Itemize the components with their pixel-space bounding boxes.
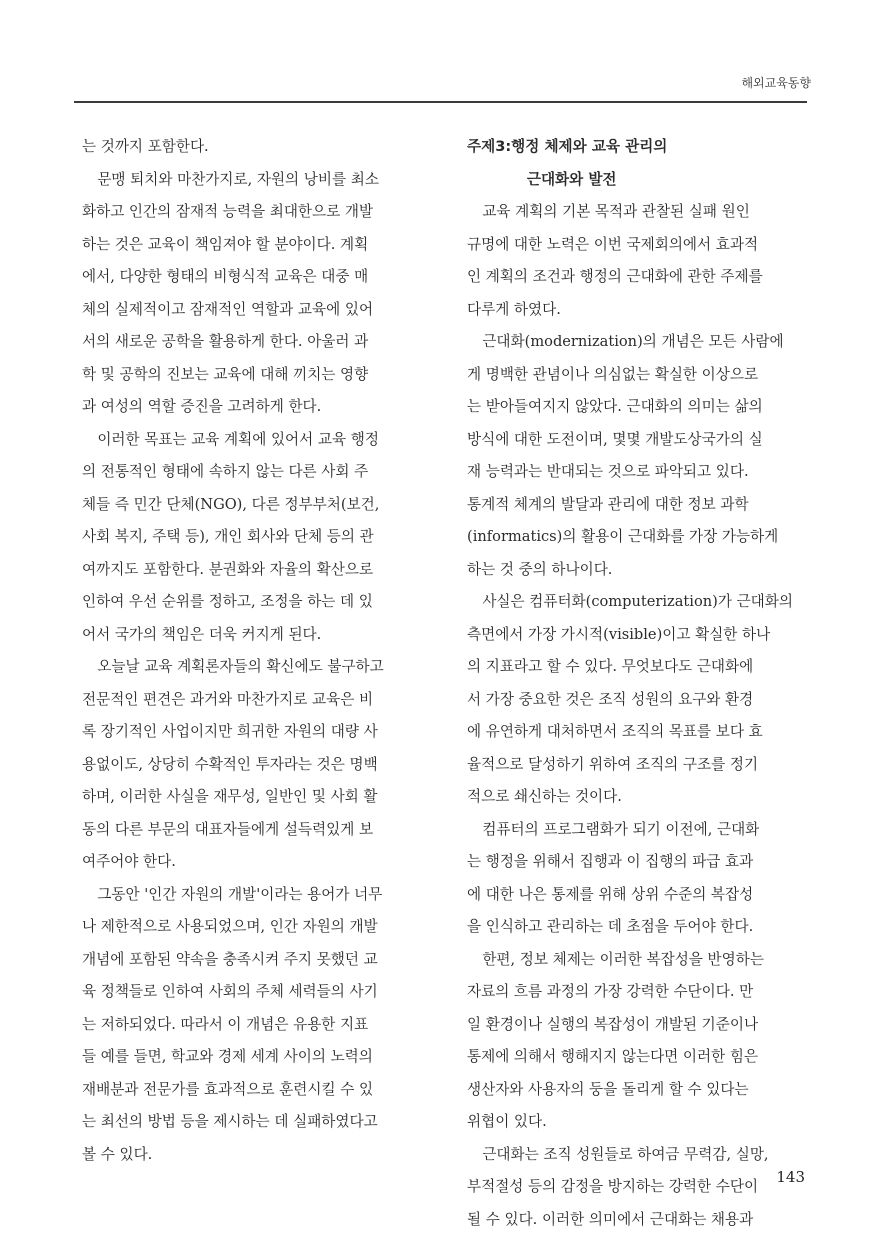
text-line: 에 유연하게 대처하면서 조직의 목표를 보다 효 xyxy=(467,716,813,749)
text-line: 체의 실제적이고 잠재적인 역할과 교육에 있어 xyxy=(82,294,428,327)
text-line: 나 제한적으로 사용되었으며, 인간 자원의 개발 xyxy=(82,911,428,944)
text-line: 하며, 이러한 사실을 재무성, 일반인 및 사회 활 xyxy=(82,781,428,814)
text-line: 사실은 컴퓨터화(computerization)가 근대화의 xyxy=(467,586,813,619)
header-section-title: 해외교육동향 xyxy=(741,74,811,91)
text-line: 에서, 다양한 형태의 비형식적 교육은 대중 매 xyxy=(82,261,428,294)
text-line: 에 대한 나은 통제를 위해 상위 수준의 복잡성 xyxy=(467,879,813,912)
text-line: 화하고 인간의 잠재적 능력을 최대한으로 개발 xyxy=(82,196,428,229)
text-line: 통제에 의해서 행해지지 않는다면 이러한 힘은 xyxy=(467,1041,813,1074)
text-line: 근대화는 조직 성원들로 하여금 무력감, 실망, xyxy=(467,1139,813,1172)
text-line: 적으로 쇄신하는 것이다. xyxy=(467,781,813,814)
text-line: 개념에 포함된 약속을 충족시켜 주지 못했던 교 xyxy=(82,944,428,977)
text-line: 부적절성 등의 감정을 방지하는 강력한 수단이 xyxy=(467,1171,813,1204)
text-line: 학 및 공학의 진보는 교육에 대해 끼치는 영향 xyxy=(82,359,428,392)
text-line: 사회 복지, 주택 등), 개인 회사와 단체 등의 관 xyxy=(82,521,428,554)
section-heading-continued: 근대화와 발전 xyxy=(467,164,813,197)
text-line: 그동안 '인간 자원의 개발'이라는 용어가 너무 xyxy=(82,879,428,912)
left-column xyxy=(82,131,428,1171)
text-line: 일 환경이나 실행의 복잡성이 개발된 기준이나 xyxy=(467,1009,813,1042)
text-line: 는 최선의 방법 등을 제시하는 데 실패하였다고 xyxy=(82,1106,428,1139)
text-line: 는 행정을 위해서 집행과 이 집행의 파급 효과 xyxy=(467,846,813,879)
text-line: 체들 즉 민간 단체(NGO), 다른 정부부처(보건, xyxy=(82,489,428,522)
text-line: 게 명백한 관념이나 의심없는 확실한 이상으로 xyxy=(467,359,813,392)
text-line: 문맹 퇴치와 마찬가지로, 자원의 낭비를 최소 xyxy=(82,164,428,197)
text-line: 교육 계획의 기본 목적과 관찰된 실패 원인 xyxy=(467,196,813,229)
text-line: 위협이 있다. xyxy=(467,1106,813,1139)
text-line: 컴퓨터의 프로그램화가 되기 이전에, 근대화 xyxy=(467,814,813,847)
text-line: 어서 국가의 책임은 더욱 커지게 된다. xyxy=(82,619,428,652)
text-line: 전문적인 편견은 과거와 마찬가지로 교육은 비 xyxy=(82,684,428,717)
page-number: 143 xyxy=(776,1168,805,1186)
text-line: 다루게 하였다. xyxy=(467,294,813,327)
section-heading: 주제3:행정 체제와 교육 관리의 xyxy=(467,131,813,164)
text-line: 록 장기적인 사업이지만 희귀한 자원의 대량 사 xyxy=(82,716,428,749)
text-line: 인 계획의 조건과 행정의 근대화에 관한 주제를 xyxy=(467,261,813,294)
text-line: 근대화(modernization)의 개념은 모든 사람에 xyxy=(467,326,813,359)
text-line: 는 것까지 포함한다. xyxy=(82,131,428,164)
text-line: 는 받아들여지지 않았다. 근대화의 의미는 삶의 xyxy=(467,391,813,424)
text-line: 생산자와 사용자의 둥을 돌리게 할 수 있다는 xyxy=(467,1074,813,1107)
text-line: 측면에서 가장 가시적(visible)이고 확실한 하나 xyxy=(467,619,813,652)
text-line: 여까지도 포함한다. 분권화와 자율의 확산으로 xyxy=(82,554,428,587)
text-line: 동의 다른 부문의 대표자들에게 설득력있게 보 xyxy=(82,814,428,847)
text-line: 과 여성의 역할 증진을 고려하게 한다. xyxy=(82,391,428,424)
header-rule xyxy=(74,101,807,103)
text-line: 하는 것 중의 하나이다. xyxy=(467,554,813,587)
text-line: 볼 수 있다. xyxy=(82,1139,428,1172)
text-line: 자료의 흐름 과정의 가장 강력한 수단이다. 만 xyxy=(467,976,813,1009)
text-line: 오늘날 교육 계획론자들의 확신에도 불구하고 xyxy=(82,651,428,684)
text-line: 서 가장 중요한 것은 조직 성원의 요구와 환경 xyxy=(467,684,813,717)
text-line: 의 전통적인 형태에 속하지 않는 다른 사회 주 xyxy=(82,456,428,489)
text-line: 들 예를 들면, 학교와 경제 세계 사이의 노력의 xyxy=(82,1041,428,1074)
text-line: 재배분과 전문가를 효과적으로 훈련시킬 수 있 xyxy=(82,1074,428,1107)
text-line: 될 수 있다. 이러한 의미에서 근대화는 채용과 xyxy=(467,1204,813,1236)
text-line: 여주어야 한다. xyxy=(82,846,428,879)
text-line: 율적으로 달성하기 위하여 조직의 구조를 정기 xyxy=(467,749,813,782)
text-line: 재 능력과는 반대되는 것으로 파악되고 있다. xyxy=(467,456,813,489)
text-line: 육 정책들로 인하여 사회의 주체 세력들의 사기 xyxy=(82,976,428,1009)
text-line: 하는 것은 교육이 책임져야 할 분야이다. 계획 xyxy=(82,229,428,262)
text-line: 을 인식하고 관리하는 데 초점을 두어야 한다. xyxy=(467,911,813,944)
text-line: 인하여 우선 순위를 정하고, 조정을 하는 데 있 xyxy=(82,586,428,619)
text-line: 서의 새로운 공학을 활용하게 한다. 아울러 과 xyxy=(82,326,428,359)
text-line: 이러한 목표는 교육 계획에 있어서 교육 행정 xyxy=(82,424,428,457)
text-line: 는 저하되었다. 따라서 이 개념은 유용한 지표 xyxy=(82,1009,428,1042)
text-line: 방식에 대한 도전이며, 몇몇 개발도상국가의 실 xyxy=(467,424,813,457)
text-line: 한편, 정보 체제는 이러한 복잡성을 반영하는 xyxy=(467,944,813,977)
text-line: (informatics)의 활용이 근대화를 가장 가능하게 xyxy=(467,521,813,554)
text-line: 용없이도, 상당히 수확적인 투자라는 것은 명백 xyxy=(82,749,428,782)
text-line: 규명에 대한 노력은 이번 국제회의에서 효과적 xyxy=(467,229,813,262)
right-column xyxy=(467,131,813,1236)
text-line: 의 지표라고 할 수 있다. 무엇보다도 근대화에 xyxy=(467,651,813,684)
text-line: 통계적 체계의 발달과 관리에 대한 정보 과학 xyxy=(467,489,813,522)
